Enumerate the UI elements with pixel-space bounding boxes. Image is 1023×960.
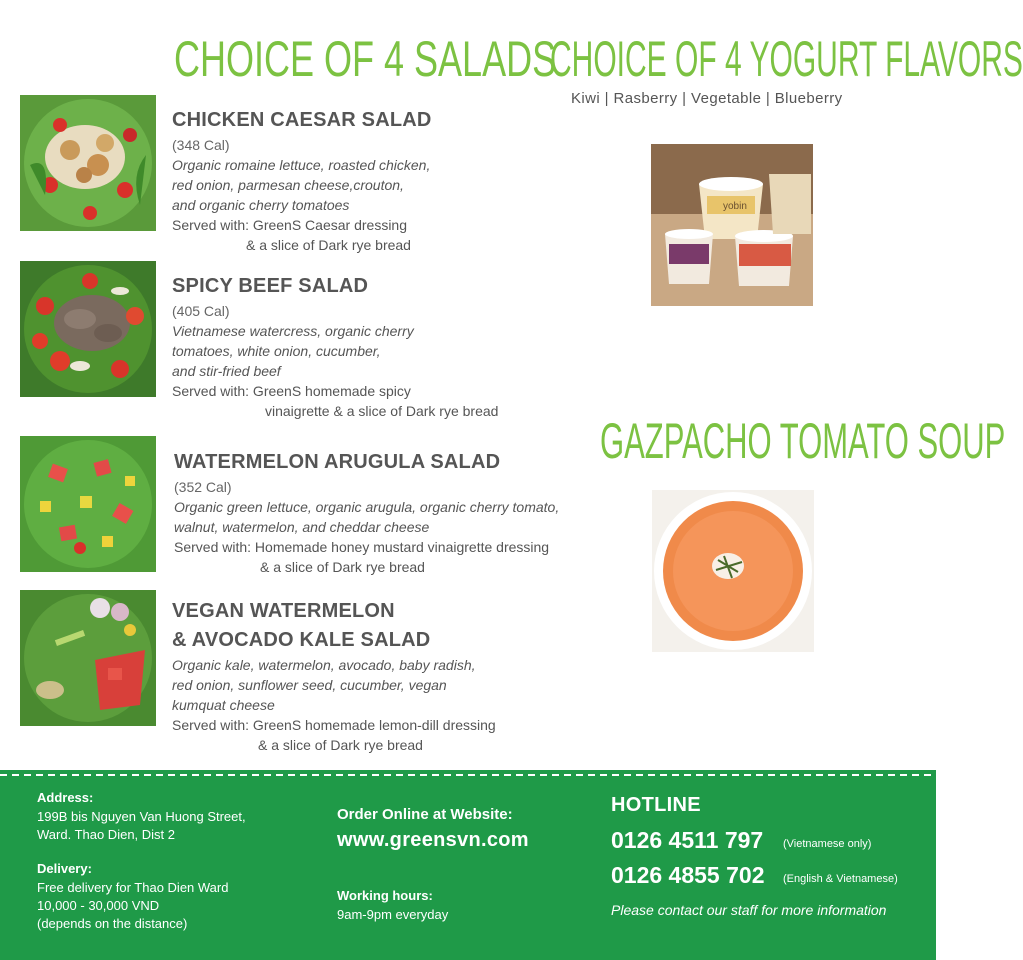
address-line: Ward. Thao Dien, Dist 2 [37,827,175,842]
address-line: 199B bis Nguyen Van Huong Street, [37,809,246,824]
vegan-kale-salad-photo [20,590,156,726]
salad-description-line: walnut, watermelon, and cheddar cheese [174,519,430,535]
spicy-beef-salad-photo [20,261,156,397]
salad-calories: (352 Cal) [174,479,232,495]
salad-served-with: Served with: Homemade honey mustard vinaigrette dressing [174,539,550,555]
delivery-line: Free delivery for Thao Dien Ward [37,880,229,895]
salad-served-with: vinaigrette & a slice of Dark rye bread [265,403,499,419]
salad-served-with: & a slice of Dark rye bread [258,737,423,753]
yogurt-section-title: CHOICE OF 4 YOGURT FLAVORS [550,31,1023,87]
salad-name: CHICKEN CAESAR SALAD [172,109,432,131]
chicken-caesar-salad-photo [20,95,156,231]
gazpacho-soup-photo [652,490,814,652]
salad-description-line: kumquat cheese [172,697,275,713]
hotline-label: HOTLINE [611,794,701,816]
salads-section-title: CHOICE OF 4 SALADS [174,31,557,87]
delivery-label: Delivery: [37,861,92,876]
salad-description-line: red onion, parmesan cheese,crouton, [172,177,404,193]
salad-item-vegan-kale [172,597,612,755]
order-online-label: Order Online at Website: [337,806,513,823]
yogurt-cups-photo [651,144,813,306]
yogurt-flavors: Kiwi | Rasberry | Vegetable | Blueberry [571,90,843,107]
salad-name: VEGAN WATERMELON [172,600,395,622]
hotline-phone[interactable]: 0126 4511 797 [611,827,764,853]
salad-served-with: & a slice of Dark rye bread [246,237,411,253]
hotline-phone-note: (English & Vietnamese) [783,873,898,885]
working-hours-label: Working hours: [337,888,433,903]
salad-served-with: Served with: GreenS Caesar dressing [172,217,407,233]
salad-description-line: and organic cherry tomatoes [172,197,350,213]
salad-name: SPICY BEEF SALAD [172,275,369,297]
salad-served-with: Served with: GreenS homemade spicy [172,383,411,399]
salad-calories: (405 Cal) [172,303,230,319]
yogurt-cup-brand: yobin [723,201,747,212]
salad-description-line: Vietnamese watercress, organic cherry [172,323,414,339]
soup-section-title: GAZPACHO TOMATO SOUP [600,413,1006,469]
salad-item-chicken-caesar [172,106,612,255]
salad-description-line: Organic green lettuce, organic arugula, organic cherry tomato, [174,499,560,515]
contact-note: Please contact our staff for more information [611,902,887,918]
salad-served-with: & a slice of Dark rye bread [260,559,425,575]
salad-calories: (348 Cal) [172,137,230,153]
watermelon-arugula-salad-photo [20,436,156,572]
salad-name: WATERMELON ARUGULA SALAD [174,451,501,473]
salad-description-line: Organic kale, watermelon, avocado, baby radish, [172,657,476,673]
salad-description-line: and stir-fried beef [172,363,281,379]
website-link[interactable]: www.greensvn.com [337,829,529,851]
salad-description-line: red onion, sunflower seed, cucumber, vegan [172,677,447,693]
delivery-line: 10,000 - 30,000 VND [37,898,160,913]
address-label: Address: [37,790,94,805]
salad-item-watermelon-arugula [174,448,604,577]
footer [0,770,936,960]
footer-dashed-divider [0,774,936,776]
hotline-phone-note: (Vietnamese only) [783,838,872,850]
delivery-line: (depends on the distance) [37,916,188,931]
salad-served-with: Served with: GreenS homemade lemon-dill dressing [172,717,496,733]
salad-item-spicy-beef [172,272,612,421]
salad-description-line: tomatoes, white onion, cucumber, [172,343,381,359]
salad-name: & AVOCADO KALE SALAD [172,629,431,651]
working-hours: 9am-9pm everyday [337,907,449,922]
salad-description-line: Organic romaine lettuce, roasted chicken, [172,157,431,173]
hotline-phone[interactable]: 0126 4855 702 [611,862,765,888]
